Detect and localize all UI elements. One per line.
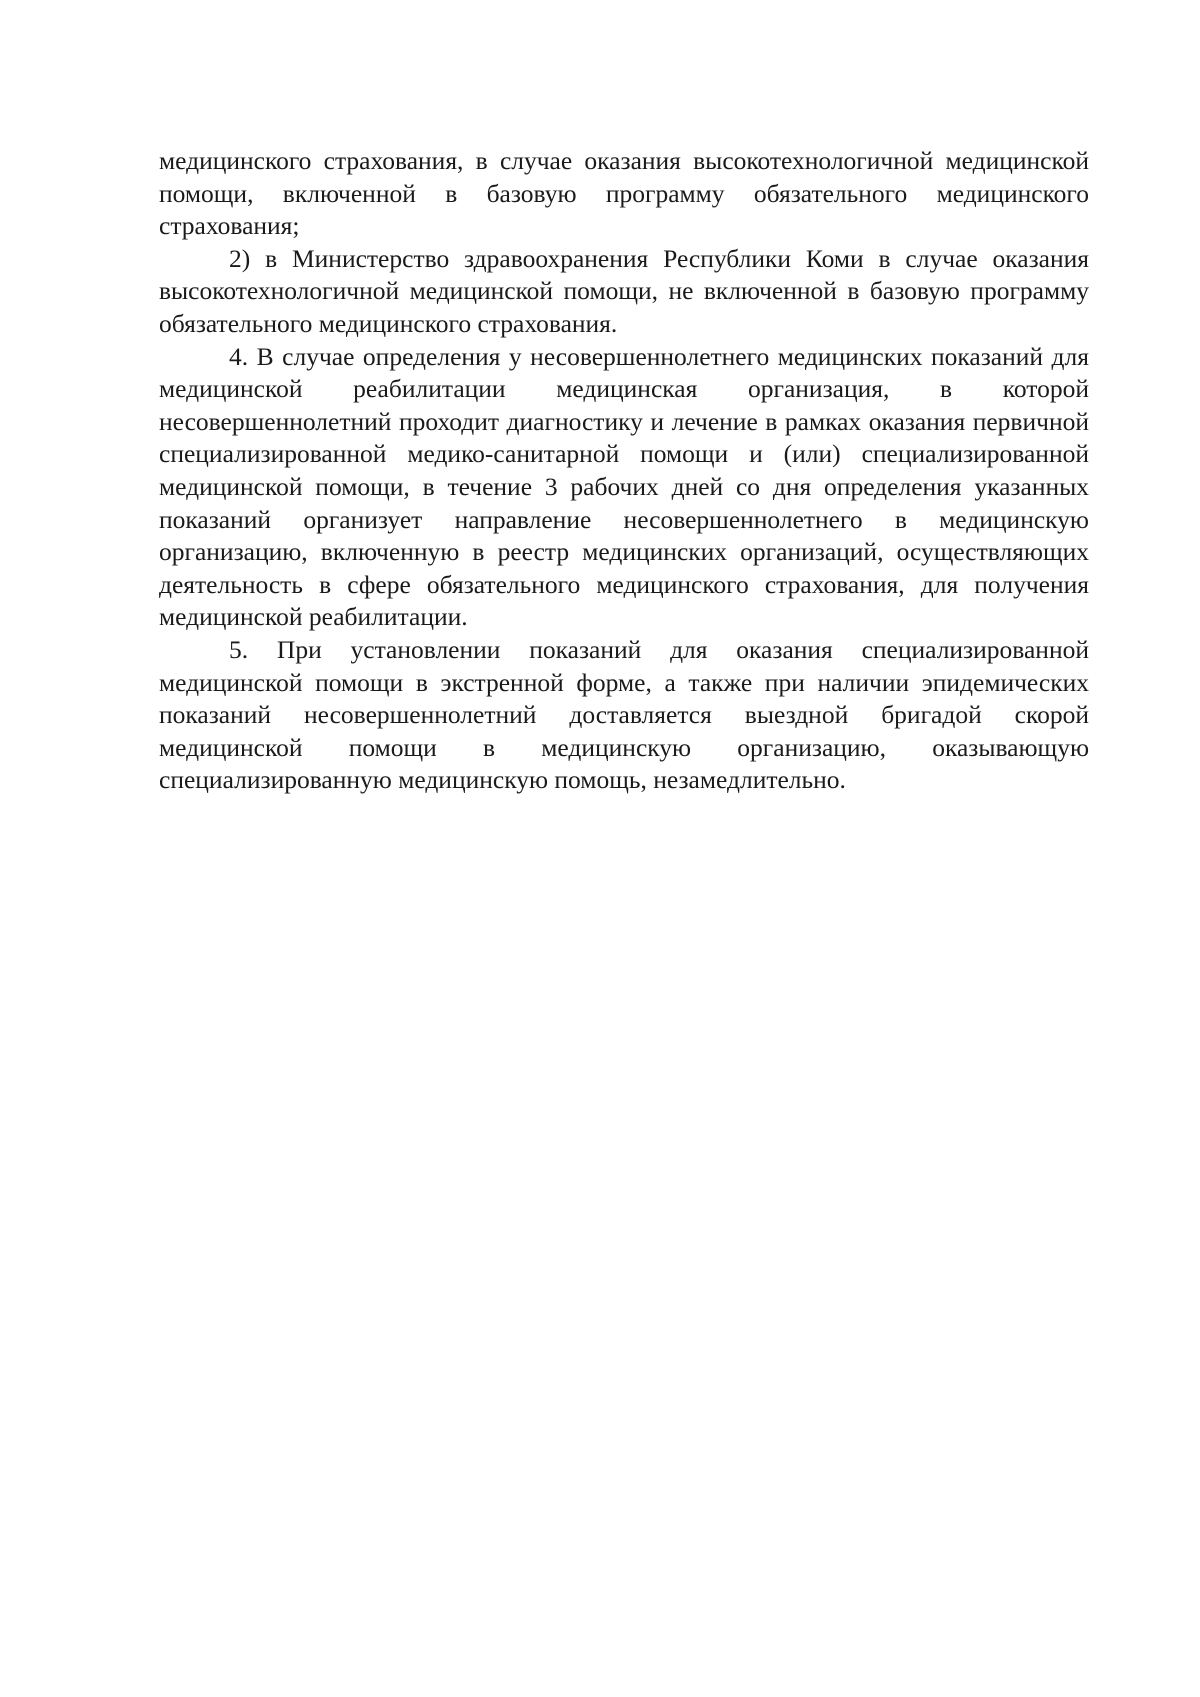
document-body [159, 145, 1089, 797]
paragraph-item-2: 2) в Министерство здравоохранения Республики Коми в случае оказания высокотехнологичной медицинской помощи, не включенной в базовую программу обязательного медицинского страхования. [159, 243, 1089, 338]
paragraph-continuation: медицинского страхования, в случае оказания высокотехнологичной медицинской помощи, включенной в базовую программу обязательного медицинского страхования; [159, 146, 1089, 241]
paragraph-item-4: 4. В случае определения у несовершеннолетнего медицинских показаний для медицинской реабилитации медицинская организация, в которой несовершеннолетний проходит диагностику и лечение в рамках оказания первичной специализированной медико-санитарной помощи и (или) специализированной медицинской помощи, в течение 3 рабочих дней со дня определения указанных показаний организует направление несовершеннолетнего в медицинскую организацию, включенную в реестр медицинских организаций, осуществляющих деятельность в сфере обязательного медицинского страхования, для получения медицинской реабилитации. [159, 341, 1089, 632]
paragraph-item-5: 5. При установлении показаний для оказания специализированной медицинской помощи в экстренной форме, а также при наличии эпидемических показаний несовершеннолетний доставляется выездной бригадой скорой медицинской помощи в медицинскую организацию, оказывающую специализированную медицинскую помощь, незамедлительно. [159, 634, 1089, 795]
